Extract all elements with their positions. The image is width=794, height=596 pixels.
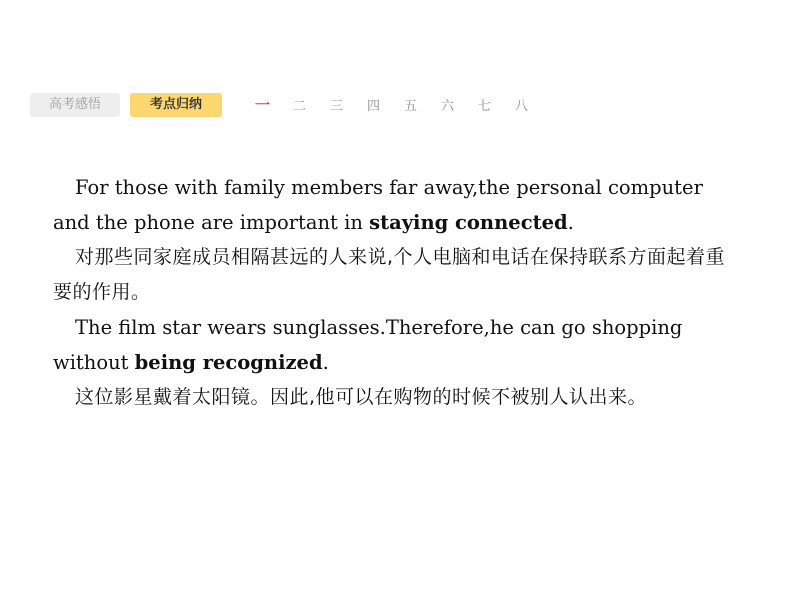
section-1-link[interactable]: 一 [254,96,270,114]
section-5-link[interactable]: 五 [403,99,417,114]
section-number-nav [244,94,540,115]
section-7-link[interactable]: 七 [477,99,491,114]
section-3-link[interactable]: 三 [329,99,343,114]
tab-key-points-summary[interactable]: 考点归纳 [130,93,222,117]
top-navigation [30,92,540,117]
section-4-link[interactable]: 四 [366,99,380,114]
tab-gaokao-review[interactable]: 高考感悟 [30,93,120,117]
section-6-link[interactable]: 六 [440,99,454,114]
example-1-chinese: 对那些同家庭成员相隔甚远的人来说,个人电脑和电话在保持联系方面起着重要的作用。 [53,246,726,303]
section-8-link[interactable]: 八 [514,99,528,114]
example-1-english: For those with family members far away,the personal computer and the phone are important in staying connected. [53,176,703,234]
example-2-english: The film star wears sunglasses.Therefore,he can go shopping without being recognized. [53,316,683,374]
highlight-phrase: being recognized [134,351,323,374]
example-sentences [53,170,743,415]
example-2-chinese: 这位影星戴着太阳镜。因此,他可以在购物的时候不被别人认出来。 [75,386,648,408]
highlight-phrase: staying connected [369,211,568,234]
section-2-link[interactable]: 二 [292,99,306,114]
